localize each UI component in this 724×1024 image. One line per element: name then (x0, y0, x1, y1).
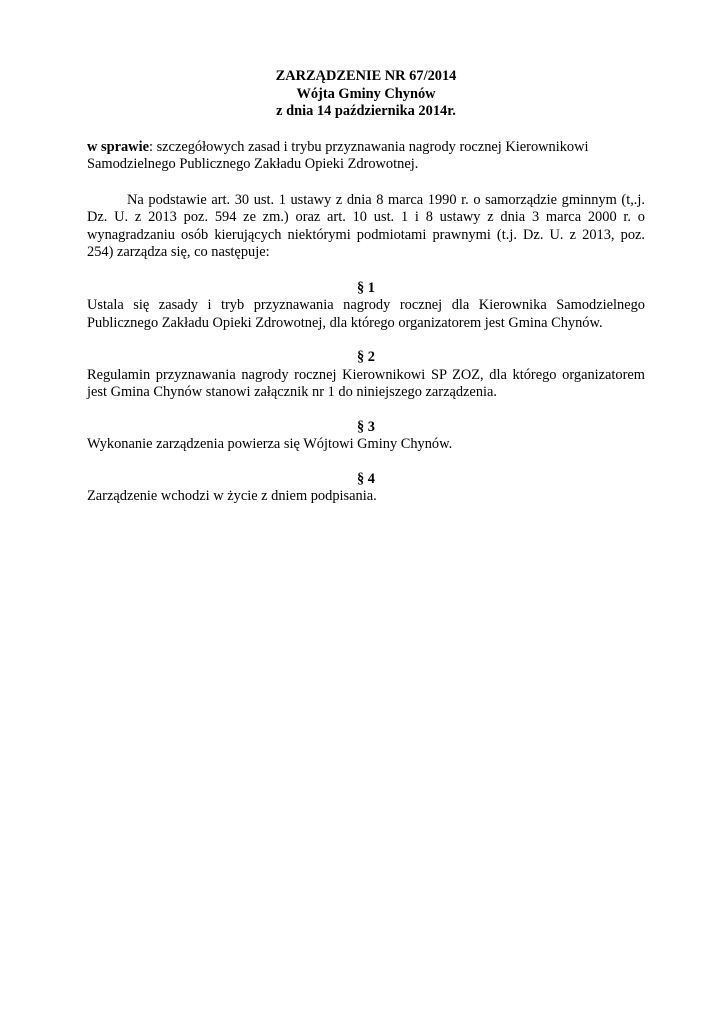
section-3-heading: § 3 (357, 418, 375, 435)
document-title (87, 68, 645, 121)
subject-label: w sprawie (87, 138, 149, 155)
title-date: z dnia 14 października 2014r. (276, 103, 456, 119)
section-3-text: Wykonanie zarządzenia powierza się Wójtowi Gminy Chynów. (87, 436, 453, 452)
subject-text: : szczegółowych zasad i trybu przyznawania nagrody rocznej Kierownikowi Samodzielnego Publicznego Zakładu Opieki Zdrowotnej. (87, 138, 589, 172)
subject-paragraph (87, 139, 645, 174)
section-2-text: Regulamin przyznawania nagrody rocznej Kierownikowi SP ZOZ, dla którego organizatorem jest Gmina Chynów stanowi załącznik nr 1 do niniejszego zarządzenia. (87, 366, 645, 400)
section-4-heading: § 4 (357, 470, 375, 487)
legal-basis-paragraph: Na podstawie art. 30 ust. 1 ustawy z dnia 8 marca 1990 r. o samorządzie gminnym (t,.j. Dz. U. z 2013 poz. 594 ze zm.) oraz art. 10 ust. 1 i 8 ustawy z dnia 3 marca 2000 r. o wynagradzaniu osób kierujących niektórymi podmiotami prawnymi (t.j. Dz. U. z 2013, poz. 254) zarządza się, co następuje: (87, 191, 645, 260)
section-2-heading: § 2 (357, 349, 375, 365)
title-issuer: Wójta Gminy Chynów (296, 85, 436, 102)
title-ordinance-number: ZARZĄDZENIE NR 67/2014 (275, 68, 457, 84)
section-1-text: Ustala się zasady i tryb przyznawania nagrody rocznej dla Kierownika Samodzielnego Publicznego Zakładu Opieki Zdrowotnej, dla którego organizatorem jest Gmina Chynów. (87, 297, 645, 331)
document-page (87, 68, 645, 506)
section-1-heading: § 1 (357, 279, 375, 296)
section-4-text: Zarządzenie wchodzi w życie z dniem podpisania. (87, 488, 377, 504)
